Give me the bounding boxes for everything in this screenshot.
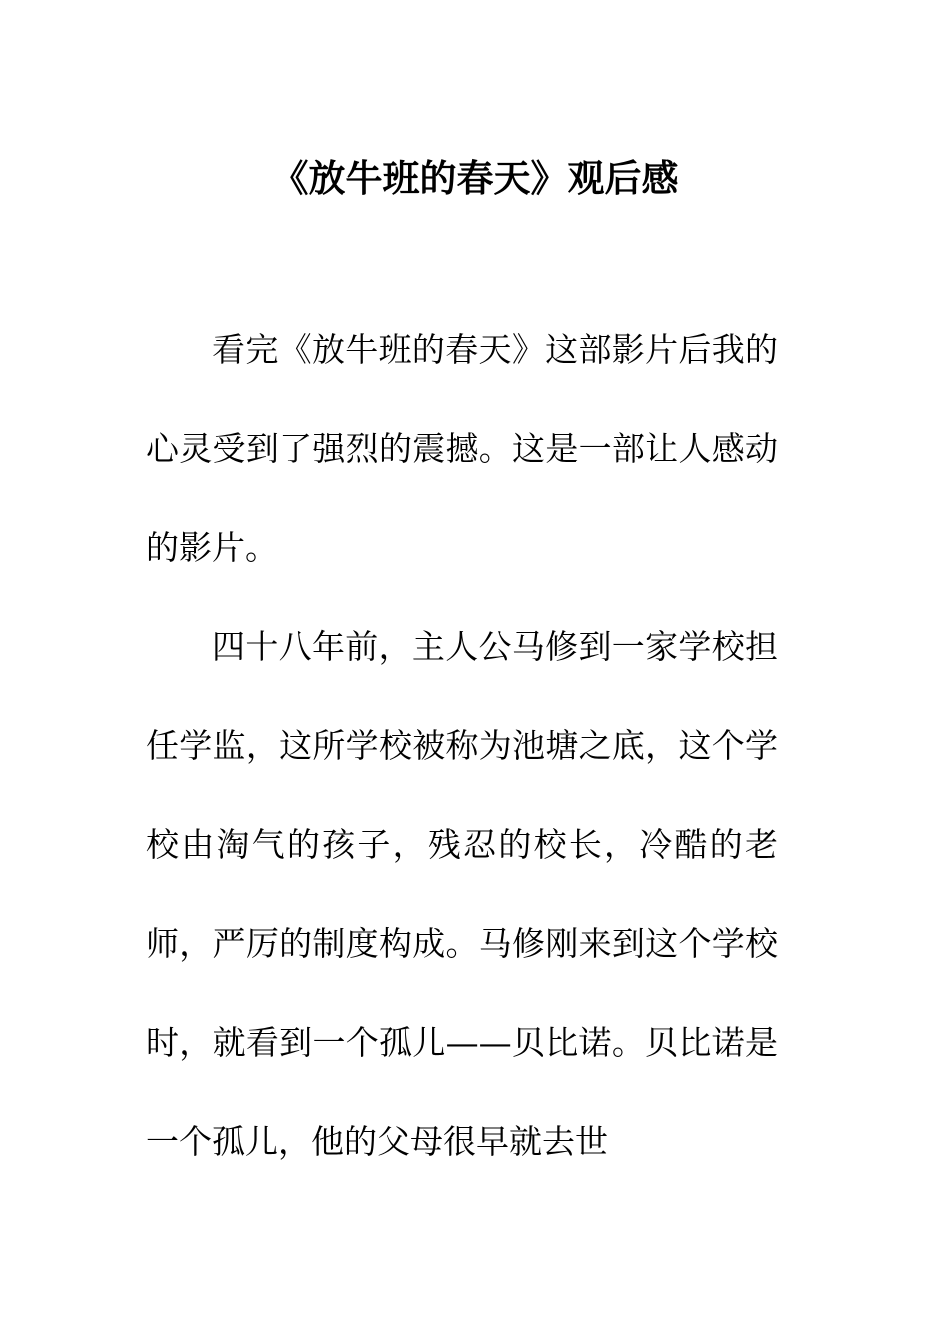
paragraph-1: 看完《放牛班的春天》这部影片后我的心灵受到了强烈的震撼。这是一部让人感动的影片。 (146, 330, 778, 567)
paragraph-2: 四十八年前，主人公马修到一家学校担任学监，这所学校被称为池塘之底，这个学校由淘气的孩子，残忍的校长，冷酷的老师，严厉的制度构成。马修刚来到这个学校时，就看到一个孤儿——贝比诺。贝比诺是一个孤儿，他的父母很早就去世 (146, 627, 778, 1161)
document-title: 《放牛班的春天》观后感 (271, 155, 679, 200)
document-body (146, 300, 778, 1191)
